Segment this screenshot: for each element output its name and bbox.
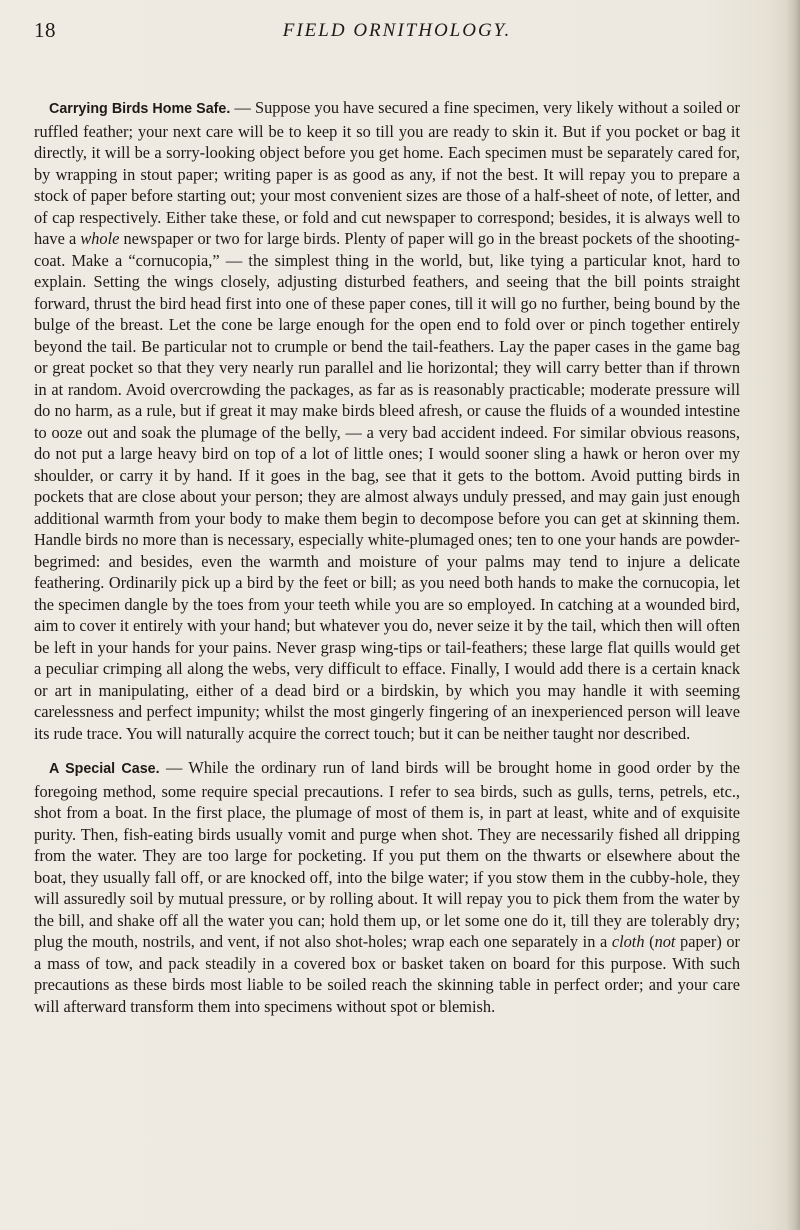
paragraph-carrying-birds — [34, 97, 740, 744]
paragraph-text: newspaper or two for large birds. Plenty of paper will go in the breast pockets of the shooting-coat. Make a “cornucopia,” — the simplest thing in the world, but, like tying a particular knot, hard to explain. Setting the wings closely, adjusting disturbed feathers, and seeing that the bill points straight forward, thrust the bird head first into one of these paper cones, till it will go no further, being bound by the bulge of the breast. Let the cone be large enough for the open end to fold over or pinch together entirely beyond the tail. Be particular not to crumple or bend the tail-feathers. Lay the paper cases in the game bag or great pocket so that they very nearly run parallel and lie horizontal; they will carry better than if thrown in at random. Avoid overcrowding the packages, as far as is reasonably practicable; moderate pressure will do no harm, as a rule, but if great it may make birds bleed afresh, or cause the fluids of a wounded intestine to ooze out and soak the plumage of the belly, — a very bad accident indeed. For similar obvious reasons, do not put a large heavy bird on top of a lot of little ones; I would sooner sling a hawk or heron over my shoulder, or carry it by hand. If it goes in the bag, see that it gets to the bottom. Avoid putting birds in pockets that are close about your person; they are almost always unduly pressed, and may gain just enough additional warmth from your body to make them begin to decompose before you can get at skinning them. Handle birds no more than is necessary, especially white-plumaged ones; ten to one your hands are powder-begrimed: and besides, even the warmth and moisture of your palms may tend to injure a delicate feathering. Ordinarily pick up a bird by the feet or bill; as you need both hands to make the cornucopia, let the specimen dangle by the toes from your teeth while you are so employed. In catching at a wounded bird, aim to cover it entirely with your hand; but whatever you do, never seize it by the tail, which then will often be left in your hands for your pains. Never grasp wing-tips or tail-feathers; these large flat quills would get a peculiar crimping all along the webs, very difficult to efface. Finally, I would add there is a certain knack or art in manipulating, either of a dead bird or a birdskin, by which you may handle it with seeming carelessness and perfect impunity; whilst the most gingerly fingering of an inexperienced person will leave its rude trace. You will naturally acquire the correct touch; but it can be neither taught nor described. — [34, 229, 740, 743]
emphasis-text: whole — [80, 229, 120, 248]
emphasis-text: not — [654, 932, 676, 951]
page-edge-shadow — [786, 0, 800, 1230]
page-number: 18 — [34, 18, 56, 42]
paragraph-special-case — [34, 757, 740, 1017]
page-header — [34, 18, 760, 48]
paragraph-text: — While the ordinary run of land birds will be brought home in good order by the foregoing method, some require special precautions. I refer to sea birds, such as gulls, terns, petrels, etc., shot from a boat. In the first place, the plumage of most of them is, in part at least, white and of exquisite purity. Then, fish-eating birds usually vomit and purge when shot. They are necessarily fished all dripping from the water. They are too large for pocketing. If you put them on the thwarts or elsewhere about the boat, they usually fall off, or are knocked off, into the bilge water; if you stow them in the cubby-hole, they will assuredly soil by mutual pressure, or by rolling about. It will repay you to pick them from the water by the bill, and shake off all the water you can; hold them up, or let some one do it, till they are tolerably dry; plug the mouth, nostrils, and vent, if not also shot-holes; wrap each one separately in a — [34, 758, 740, 951]
paragraph-text: ( — [644, 932, 655, 951]
paragraph-text: — Suppose you have secured a fine specimen, very likely without a soiled or ruffled feather; your next care will be to keep it so till you are ready to skin it. But if you pocket or bag it directly, it will be a sorry-looking object before you get home. Each specimen must be separately cared for, by wrapping in stout paper; writing paper is as good as any, if not the best. It will repay you to prepare a stock of paper before starting out; your most convenient sizes are those of a half-sheet of note, of letter, and of cap respectively. Either take these, or fold and cut newspaper to correspond; besides, it is always well to have a — [34, 98, 741, 248]
section-heading-special-case: A Special Case. — [49, 761, 160, 777]
body-text — [34, 97, 740, 1017]
paragraph-text: paper) or a mass of tow, and pack steadily in a covered box or basket taken on board for this purpose. With such precautions as these birds most liable to be soiled reach the skinning table in perfect order; and your care will afterward transform them into specimens without spot or blemish. — [34, 932, 740, 1016]
running-title: FIELD ORNITHOLOGY. — [282, 20, 512, 41]
section-heading-carrying-birds: Carrying Birds Home Safe. — [49, 101, 231, 117]
emphasis-text: cloth — [611, 932, 645, 951]
